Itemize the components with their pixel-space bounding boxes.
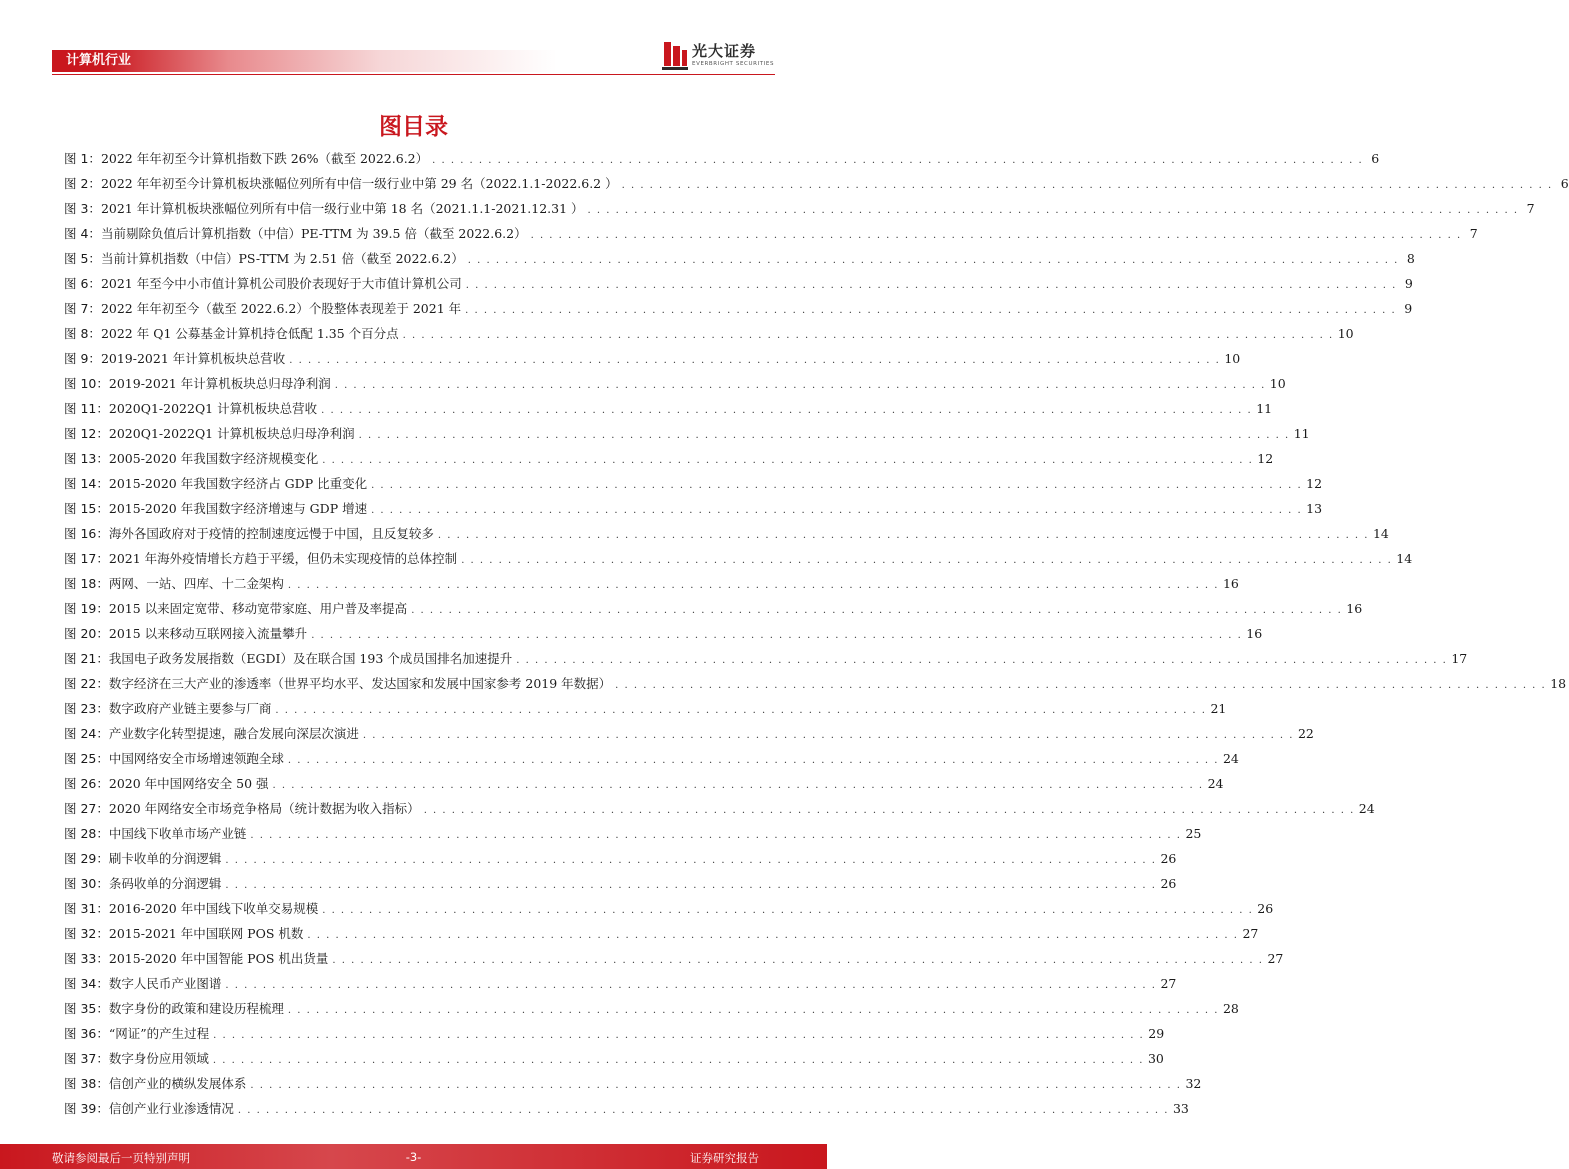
toc-entry-title: 数字人民币产业图谱 xyxy=(108,976,222,991)
toc-entry-title: 数字政府产业链主要参与厂商 xyxy=(108,701,272,716)
toc-leader-dots: . . . . . . . . . . . . . . . . . . . . . . . . . . . . . . . . . . . . . . . . . . . . . . . . . . . . . . . . . . . . . . . . . . . . . . . . . . . . . . . . . . . . . . . . . . . . . . . . . . . . xyxy=(250,830,1182,841)
toc-entry-page: 14 xyxy=(1396,551,1413,566)
toc-entry[interactable] xyxy=(64,799,1375,824)
toc-leader-dots: . . . . . . . . . . . . . . . . . . . . . . . . . . . . . . . . . . . . . . . . . . . . . . . . . . . . . . . . . . . . . . . . . . . . . . . . . . . . . . . . . . . . . . . . . . . . . . . . . . . . xyxy=(461,555,1393,566)
toc-leader-dots: . . . . . . . . . . . . . . . . . . . . . . . . . . . . . . . . . . . . . . . . . . . . . . . . . . . . . . . . . . . . . . . . . . . . . . . . . . . . . . . . . . . . . . . . . . . . . . . . . . . . xyxy=(287,755,1219,766)
toc-entry-label: 图 37： xyxy=(64,1051,109,1066)
toc-entry-page: 16 xyxy=(1346,601,1363,616)
toc-entry-page: 12 xyxy=(1257,451,1274,466)
brand-logo xyxy=(662,40,775,74)
toc-entry[interactable] xyxy=(64,699,1227,724)
toc-entry-label: 图 5： xyxy=(64,251,101,266)
toc-entry-page: 24 xyxy=(1358,801,1375,816)
toc-entry[interactable] xyxy=(64,574,1239,599)
toc-entry-page: 26 xyxy=(1160,876,1177,891)
toc-entry-page: 6 xyxy=(1371,151,1380,166)
toc-entry-title: 2020Q1-2022Q1 计算机板块总归母净利润 xyxy=(108,426,355,441)
toc-leader-dots: . . . . . . . . . . . . . . . . . . . . . . . . . . . . . . . . . . . . . . . . . . . . . . . . . . . . . . . . . . . . . . . . . . . . . . . . . . . . . . . . . . . . . . . . . . . . . . . . . . . . xyxy=(250,1080,1182,1091)
toc-entry-title: 2015-2021 年中国联网 POS 机数 xyxy=(108,926,304,941)
toc-entry-label: 图 16： xyxy=(64,526,109,541)
toc-entry-label: 图 25： xyxy=(64,751,109,766)
toc-leader-dots: . . . . . . . . . . . . . . . . . . . . . . . . . . . . . . . . . . . . . . . . . . . . . . . . . . . . . . . . . . . . . . . . . . . . . . . . . . . . . . . . . . . . . . . . . . . . . . . . . . . . xyxy=(275,705,1207,716)
toc-entry-label: 图 19： xyxy=(64,601,109,616)
toc-entry-title: 2022 年年初至今（截至 2022.6.2）个股整体表现差于 2021 年 xyxy=(100,301,462,316)
toc-entry-page: 26 xyxy=(1257,901,1274,916)
toc-entry-label: 图 1： xyxy=(64,151,101,166)
toc-entry-page: 9 xyxy=(1404,301,1413,316)
toc-entry-page: 9 xyxy=(1404,276,1413,291)
footer-report-type: 证券研究报告 xyxy=(690,1151,759,1165)
toc-leader-dots: . . . . . . . . . . . . . . . . . . . . . . . . . . . . . . . . . . . . . . . . . . . . . . . . . . . . . . . . . . . . . . . . . . . . . . . . . . . . . . . . . . . . . . . . . . . . . . . . . . . . xyxy=(615,680,1547,691)
toc-leader-dots: . . . . . . . . . . . . . . . . . . . . . . . . . . . . . . . . . . . . . . . . . . . . . . . . . . . . . . . . . . . . . . . . . . . . . . . . . . . . . . . . . . . . . . . . . . . . . . . . . . . . xyxy=(212,1055,1144,1066)
toc-entry-label: 图 20： xyxy=(64,626,109,641)
toc-entry-page: 17 xyxy=(1451,651,1468,666)
toc-entry[interactable] xyxy=(64,749,1239,774)
toc-entry[interactable] xyxy=(64,774,1224,799)
toc-entry-label: 图 39： xyxy=(64,1101,109,1116)
toc-entry-page: 21 xyxy=(1210,701,1227,716)
toc-leader-dots: . . . . . . . . . . . . . . . . . . . . . . . . . . . . . . . . . . . . . . . . . . . . . . . . . . . . . . . . . . . . . . . . . . . . . . . . . . . . . . . . . . . . . . . . . . . . . . . . . . . . xyxy=(371,480,1303,491)
toc-entry-page: 10 xyxy=(1224,351,1241,366)
toc-leader-dots: . . . . . . . . . . . . . . . . . . . . . . . . . . . . . . . . . . . . . . . . . . . . . . . . . . . . . . . . . . . . . . . . . . . . . . . . . . . . . . . . . . . . . . . . . . . . . . . . . . . . xyxy=(621,180,1553,191)
toc-entry[interactable] xyxy=(64,174,1569,199)
page-title: 图目录 xyxy=(379,114,448,140)
toc-leader-dots: . . . . . . . . . . . . . . . . . . . . . . . . . . . . . . . . . . . . . . . . . . . . . . . . . . . . . . . . . . . . . . . . . . . . . . . . . . . . . . . . . . . . . . . . . . . . . . . . . . . . xyxy=(213,1030,1145,1041)
toc-entry[interactable] xyxy=(64,999,1239,1024)
toc-leader-dots: . . . . . . . . . . . . . . . . . . . . . . . . . . . . . . . . . . . . . . . . . . . . . . . . . . . . . . . . . . . . . . . . . . . . . . . . . . . . . . . . . . . . . . . . . . . . . . . . . . . . xyxy=(272,780,1204,791)
toc-leader-dots: . . . . . . . . . . . . . . . . . . . . . . . . . . . . . . . . . . . . . . . . . . . . . . . . . . . . . . . . . . . . . . . . . . . . . . . . . . . . . . . . . . . . . . . . . . . . . . . . . . . . xyxy=(411,605,1343,616)
toc-entry-title: 2022 年年初至今计算机指数下跌 26%（截至 2022.6.2） xyxy=(100,151,429,166)
toc-entry-label: 图 31： xyxy=(64,901,109,916)
toc-entry-label: 图 14： xyxy=(64,476,109,491)
toc-entry-label: 图 2： xyxy=(64,176,101,191)
toc-entry-page: 27 xyxy=(1242,926,1259,941)
toc-entry[interactable] xyxy=(64,249,1415,274)
toc-leader-dots: . . . . . . . . . . . . . . . . . . . . . . . . . . . . . . . . . . . . . . . . . . . . . . . . . . . . . . . . . . . . . . . . . . . . . . . . . . . . . . . . . . . . . . . . . . . . . . . . . . . . xyxy=(358,430,1290,441)
toc-entry-page: 8 xyxy=(1406,251,1415,266)
toc-leader-dots: . . . . . . . . . . . . . . . . . . . . . . . . . . . . . . . . . . . . . . . . . . . . . . . . . . . . . . . . . . . . . . . . . . . . . . . . . . . . . . . . . . . . . . . . . . . . . . . . . . . . xyxy=(371,505,1303,516)
toc-entry[interactable] xyxy=(64,449,1274,474)
toc-entry-title: 2020 年中国网络安全 50 强 xyxy=(108,776,269,791)
toc-entry-title: 两网、一站、四库、十二金架构 xyxy=(108,576,284,591)
toc-entry[interactable] xyxy=(64,224,1478,249)
toc-entry-page: 18 xyxy=(1550,676,1567,691)
toc-entry-page: 6 xyxy=(1560,176,1569,191)
toc-leader-dots: . . . . . . . . . . . . . . . . . . . . . . . . . . . . . . . . . . . . . . . . . . . . . . . . . . . . . . . . . . . . . . . . . . . . . . . . . . . . . . . . . . . . . . . . . . . . . . . . . . . . xyxy=(465,305,1397,316)
toc-entry[interactable] xyxy=(64,299,1413,324)
toc-entry-label: 图 8： xyxy=(64,326,101,341)
toc-entry[interactable] xyxy=(64,1099,1189,1124)
toc-entry-page: 14 xyxy=(1372,526,1389,541)
toc-entry[interactable] xyxy=(64,399,1273,424)
toc-entry-title: 数字身份应用领域 xyxy=(108,1051,209,1066)
toc-entry-label: 图 36： xyxy=(64,1026,109,1041)
toc-leader-dots: . . . . . . . . . . . . . . . . . . . . . . . . . . . . . . . . . . . . . . . . . . . . . . . . . . . . . . . . . . . . . . . . . . . . . . . . . . . . . . . . . . . . . . . . . . . . . . . . . . . . xyxy=(225,980,1157,991)
toc-entry-page: 26 xyxy=(1160,851,1177,866)
toc-entry-page: 28 xyxy=(1222,1001,1239,1016)
toc-entry-page: 22 xyxy=(1297,726,1314,741)
toc-entry-label: 图 6： xyxy=(64,276,101,291)
toc-leader-dots: . . . . . . . . . . . . . . . . . . . . . . . . . . . . . . . . . . . . . . . . . . . . . . . . . . . . . . . . . . . . . . . . . . . . . . . . . . . . . . . . . . . . . . . . . . . . . . . . . . . . xyxy=(423,805,1355,816)
logo-english-name: EVERBRIGHT SECURITIES xyxy=(692,61,775,67)
toc-entry-title: 2016-2020 年中国线下收单交易规模 xyxy=(108,901,319,916)
toc-entry-label: 图 30： xyxy=(64,876,109,891)
toc-leader-dots: . . . . . . . . . . . . . . . . . . . . . . . . . . . . . . . . . . . . . . . . . . . . . . . . . . . . . . . . . . . . . . . . . . . . . . . . . . . . . . . . . . . . . . . . . . . . . . . . . . . . xyxy=(467,255,1399,266)
toc-entry-title: 2020 年网络安全市场竞争格局（统计数据为收入指标） xyxy=(108,801,420,816)
toc-entry-title: 2015 以来移动互联网接入流量攀升 xyxy=(108,626,308,641)
toc-entry-page: 24 xyxy=(1207,776,1224,791)
toc-entry[interactable] xyxy=(64,974,1177,999)
toc-entry-title: 2019-2021 年计算机板块总营收 xyxy=(100,351,286,366)
toc-entry-title: 2015-2020 年中国智能 POS 机出货量 xyxy=(108,951,329,966)
toc-leader-dots: . . . . . . . . . . . . . . . . . . . . . . . . . . . . . . . . . . . . . . . . . . . . . . . . . . . . . . . . . . . . . . . . . . . . . . . . . . . . . . . . . . . . . . . . . . . . . . . . . . . . xyxy=(432,155,1364,166)
toc-entry-title: 2021 年计算机板块涨幅位列所有中信一级行业中第 18 名（2021.1.1-2021.12.31 ） xyxy=(100,201,584,216)
toc-entry[interactable] xyxy=(64,549,1413,574)
toc-entry-title: 海外各国政府对于疫情的控制速度远慢于中国，且反复较多 xyxy=(108,526,434,541)
toc-entry-page: 10 xyxy=(1269,376,1286,391)
toc-entry-label: 图 24： xyxy=(64,726,109,741)
toc-entry-title: 2020Q1-2022Q1 计算机板块总营收 xyxy=(108,401,318,416)
toc-entry-title: 条码收单的分润逻辑 xyxy=(108,876,222,891)
toc-entry-page: 11 xyxy=(1293,426,1310,441)
toc-entry[interactable] xyxy=(64,1024,1165,1049)
toc-entry-label: 图 38： xyxy=(64,1076,109,1091)
toc-entry[interactable] xyxy=(64,274,1413,299)
toc-entry-page: 12 xyxy=(1306,476,1323,491)
toc-entry-title: 2021 年海外疫情增长方趋于平缓，但仍未实现疫情的总体控制 xyxy=(108,551,458,566)
toc-entry[interactable] xyxy=(64,674,1567,699)
logo-chinese-name: 光大证券 xyxy=(692,42,757,60)
toc-entry-page: 11 xyxy=(1256,401,1273,416)
toc-entry-title: 当前计算机指数（中信）PS-TTM 为 2.51 倍（截至 2022.6.2） xyxy=(100,251,464,266)
toc-entry-page: 7 xyxy=(1526,201,1535,216)
toc-leader-dots: . . . . . . . . . . . . . . . . . . . . . . . . . . . . . . . . . . . . . . . . . . . . . . . . . . . . . . . . . . . . . . . . . . . . . . . . . . . . . . . . . . . . . . . . . . . . . . . . . . . . xyxy=(225,855,1157,866)
toc-entry[interactable] xyxy=(64,649,1468,674)
toc-entry-label: 图 11： xyxy=(64,401,109,416)
toc-entry[interactable] xyxy=(64,499,1323,524)
toc-entry-title: 当前剔除负值后计算机指数（中信）PE-TTM 为 39.5 倍（截至 2022.6.2） xyxy=(100,226,527,241)
toc-entry-title: 2019-2021 年计算机板块总归母净利润 xyxy=(108,376,331,391)
toc-entry-label: 图 15： xyxy=(64,501,109,516)
toc-leader-dots: . . . . . . . . . . . . . . . . . . . . . . . . . . . . . . . . . . . . . . . . . . . . . . . . . . . . . . . . . . . . . . . . . . . . . . . . . . . . . . . . . . . . . . . . . . . . . . . . . . . . xyxy=(334,380,1266,391)
toc-entry[interactable] xyxy=(64,849,1177,874)
toc-entry-label: 图 26： xyxy=(64,776,109,791)
toc-entry-label: 图 3： xyxy=(64,201,101,216)
toc-leader-dots: . . . . . . . . . . . . . . . . . . . . . . . . . . . . . . . . . . . . . . . . . . . . . . . . . . . . . . . . . . . . . . . . . . . . . . . . . . . . . . . . . . . . . . . . . . . . . . . . . . . . xyxy=(362,730,1294,741)
toc-entry-page: 27 xyxy=(1267,951,1284,966)
toc-entry[interactable] xyxy=(64,824,1202,849)
toc-entry-page: 13 xyxy=(1306,501,1323,516)
toc-leader-dots: . . . . . . . . . . . . . . . . . . . . . . . . . . . . . . . . . . . . . . . . . . . . . . . . . . . . . . . . . . . . . . . . . . . . . . . . . . . . . . . . . . . . . . . . . . . . . . . . . . . . xyxy=(289,355,1221,366)
toc-entry-label: 图 13： xyxy=(64,451,109,466)
toc-entry[interactable] xyxy=(64,199,1535,224)
toc-entry-page: 7 xyxy=(1469,226,1478,241)
toc-entry-title: 中国网络安全市场增速领跑全球 xyxy=(108,751,284,766)
toc-entry-label: 图 10： xyxy=(64,376,109,391)
toc-entry-title: “网证”的产生过程 xyxy=(108,1026,210,1041)
toc-entry-label: 图 4： xyxy=(64,226,101,241)
toc-entry-label: 图 23： xyxy=(64,701,109,716)
toc-entry-title: 我国电子政务发展指数（EGDI）及在联合国 193 个成员国排名加速提升 xyxy=(108,651,513,666)
toc-entry-page: 32 xyxy=(1185,1076,1202,1091)
toc-entry-page: 27 xyxy=(1160,976,1177,991)
header-divider xyxy=(52,74,775,75)
toc-leader-dots: . . . . . . . . . . . . . . . . . . . . . . . . . . . . . . . . . . . . . . . . . . . . . . . . . . . . . . . . . . . . . . . . . . . . . . . . . . . . . . . . . . . . . . . . . . . . . . . . . . . . xyxy=(402,330,1334,341)
toc-leader-dots: . . . . . . . . . . . . . . . . . . . . . . . . . . . . . . . . . . . . . . . . . . . . . . . . . . . . . . . . . . . . . . . . . . . . . . . . . . . . . . . . . . . . . . . . . . . . . . . . . . . . xyxy=(321,405,1253,416)
toc-entry[interactable] xyxy=(64,424,1310,449)
toc-entry[interactable] xyxy=(64,949,1284,974)
toc-entry-page: 16 xyxy=(1246,626,1263,641)
toc-entry-label: 图 27： xyxy=(64,801,109,816)
toc-entry-title: 产业数字化转型提速，融合发展向深层次演进 xyxy=(108,726,359,741)
toc-entry-label: 图 17： xyxy=(64,551,109,566)
toc-entry-label: 图 29： xyxy=(64,851,109,866)
toc-entry-title: 数字身份的政策和建设历程梳理 xyxy=(108,1001,284,1016)
toc-leader-dots: . . . . . . . . . . . . . . . . . . . . . . . . . . . . . . . . . . . . . . . . . . . . . . . . . . . . . . . . . . . . . . . . . . . . . . . . . . . . . . . . . . . . . . . . . . . . . . . . . . . . xyxy=(465,280,1397,291)
toc-leader-dots: . . . . . . . . . . . . . . . . . . . . . . . . . . . . . . . . . . . . . . . . . . . . . . . . . . . . . . . . . . . . . . . . . . . . . . . . . . . . . . . . . . . . . . . . . . . . . . . . . . . . xyxy=(437,530,1369,541)
toc-entry[interactable] xyxy=(64,899,1274,924)
toc-entry-title: 2015-2020 年我国数字经济占 GDP 比重变化 xyxy=(108,476,368,491)
toc-entry-title: 2021 年至今中小市值计算机公司股价表现好于大市值计算机公司 xyxy=(100,276,462,291)
toc-entry[interactable] xyxy=(64,1074,1202,1099)
toc-leader-dots: . . . . . . . . . . . . . . . . . . . . . . . . . . . . . . . . . . . . . . . . . . . . . . . . . . . . . . . . . . . . . . . . . . . . . . . . . . . . . . . . . . . . . . . . . . . . . . . . . . . . xyxy=(587,205,1519,216)
toc-entry-label: 图 28： xyxy=(64,826,109,841)
toc-entry-label: 图 21： xyxy=(64,651,109,666)
toc-leader-dots: . . . . . . . . . . . . . . . . . . . . . . . . . . . . . . . . . . . . . . . . . . . . . . . . . . . . . . . . . . . . . . . . . . . . . . . . . . . . . . . . . . . . . . . . . . . . . . . . . . . . xyxy=(307,930,1239,941)
toc-entry-page: 24 xyxy=(1222,751,1239,766)
toc-entry-title: 2022 年 Q1 公募基金计算机持仓低配 1.35 个百分点 xyxy=(100,326,399,341)
footer-disclaimer: 敬请参阅最后一页特别声明 xyxy=(52,1151,190,1165)
toc-entry-page: 33 xyxy=(1172,1101,1189,1116)
toc-entry[interactable] xyxy=(64,924,1259,949)
toc-entry[interactable] xyxy=(64,874,1177,899)
toc-entry-title: 2015 以来固定宽带、移动宽带家庭、用户普及率提高 xyxy=(108,601,408,616)
toc-entry-title: 数字经济在三大产业的渗透率（世界平均水平、发达国家和发展中国家参考 2019 年数据） xyxy=(108,676,612,691)
toc-entry-title: 2005-2020 年我国数字经济规模变化 xyxy=(108,451,319,466)
toc-entry[interactable] xyxy=(64,724,1314,749)
toc-entry-label: 图 33： xyxy=(64,951,109,966)
toc-entry[interactable] xyxy=(64,349,1241,374)
toc-entry[interactable] xyxy=(64,524,1389,549)
toc-entry-page: 30 xyxy=(1147,1051,1164,1066)
toc-entry[interactable] xyxy=(64,149,1380,174)
toc-entry-label: 图 34： xyxy=(64,976,109,991)
toc-entry-label: 图 22： xyxy=(64,676,109,691)
toc-entry-title: 信创产业的横纵发展体系 xyxy=(108,1076,247,1091)
toc-entry-label: 图 9： xyxy=(64,351,101,366)
toc-leader-dots: . . . . . . . . . . . . . . . . . . . . . . . . . . . . . . . . . . . . . . . . . . . . . . . . . . . . . . . . . . . . . . . . . . . . . . . . . . . . . . . . . . . . . . . . . . . . . . . . . . . . xyxy=(322,905,1254,916)
toc-entry[interactable] xyxy=(64,624,1263,649)
toc-entry[interactable] xyxy=(64,474,1323,499)
toc-entry-title: 刷卡收单的分润逻辑 xyxy=(108,851,222,866)
toc-leader-dots: . . . . . . . . . . . . . . . . . . . . . . . . . . . . . . . . . . . . . . . . . . . . . . . . . . . . . . . . . . . . . . . . . . . . . . . . . . . . . . . . . . . . . . . . . . . . . . . . . . . . xyxy=(311,630,1243,641)
section-title: 计算机行业 xyxy=(66,53,132,68)
toc-leader-dots: . . . . . . . . . . . . . . . . . . . . . . . . . . . . . . . . . . . . . . . . . . . . . . . . . . . . . . . . . . . . . . . . . . . . . . . . . . . . . . . . . . . . . . . . . . . . . . . . . . . . xyxy=(530,230,1462,241)
toc-entry[interactable] xyxy=(64,1049,1164,1074)
toc-leader-dots: . . . . . . . . . . . . . . . . . . . . . . . . . . . . . . . . . . . . . . . . . . . . . . . . . . . . . . . . . . . . . . . . . . . . . . . . . . . . . . . . . . . . . . . . . . . . . . . . . . . . xyxy=(237,1105,1169,1116)
toc-entry-label: 图 35： xyxy=(64,1001,109,1016)
toc-leader-dots: . . . . . . . . . . . . . . . . . . . . . . . . . . . . . . . . . . . . . . . . . . . . . . . . . . . . . . . . . . . . . . . . . . . . . . . . . . . . . . . . . . . . . . . . . . . . . . . . . . . . xyxy=(332,955,1264,966)
toc-entry-page: 29 xyxy=(1148,1026,1165,1041)
toc-entry[interactable] xyxy=(64,374,1286,399)
toc-entry-title: 2015-2020 年我国数字经济增速与 GDP 增速 xyxy=(108,501,368,516)
toc-entry-title: 中国线下收单市场产业链 xyxy=(108,826,247,841)
toc-entry-label: 图 32： xyxy=(64,926,109,941)
toc-leader-dots: . . . . . . . . . . . . . . . . . . . . . . . . . . . . . . . . . . . . . . . . . . . . . . . . . . . . . . . . . . . . . . . . . . . . . . . . . . . . . . . . . . . . . . . . . . . . . . . . . . . . xyxy=(287,580,1219,591)
everbright-logo-icon xyxy=(662,42,688,70)
toc-leader-dots: . . . . . . . . . . . . . . . . . . . . . . . . . . . . . . . . . . . . . . . . . . . . . . . . . . . . . . . . . . . . . . . . . . . . . . . . . . . . . . . . . . . . . . . . . . . . . . . . . . . . xyxy=(225,880,1157,891)
page-number: -3- xyxy=(405,1150,422,1164)
toc-entry-label: 图 12： xyxy=(64,426,109,441)
toc-entry-page: 25 xyxy=(1185,826,1202,841)
toc-entry-page: 10 xyxy=(1337,326,1354,341)
toc-entry-title: 信创产业行业渗透情况 xyxy=(108,1101,234,1116)
toc-entry-page: 16 xyxy=(1222,576,1239,591)
figure-list xyxy=(64,149,1569,1124)
toc-entry[interactable] xyxy=(64,599,1363,624)
toc-leader-dots: . . . . . . . . . . . . . . . . . . . . . . . . . . . . . . . . . . . . . . . . . . . . . . . . . . . . . . . . . . . . . . . . . . . . . . . . . . . . . . . . . . . . . . . . . . . . . . . . . . . . xyxy=(322,455,1254,466)
toc-entry-label: 图 18： xyxy=(64,576,109,591)
toc-entry[interactable] xyxy=(64,324,1354,349)
toc-entry-title: 2022 年年初至今计算机板块涨幅位列所有中信一级行业中第 29 名（2022.1.1-2022.6.2 ） xyxy=(100,176,618,191)
toc-entry-label: 图 7： xyxy=(64,301,101,316)
toc-leader-dots: . . . . . . . . . . . . . . . . . . . . . . . . . . . . . . . . . . . . . . . . . . . . . . . . . . . . . . . . . . . . . . . . . . . . . . . . . . . . . . . . . . . . . . . . . . . . . . . . . . . . xyxy=(287,1005,1219,1016)
toc-leader-dots: . . . . . . . . . . . . . . . . . . . . . . . . . . . . . . . . . . . . . . . . . . . . . . . . . . . . . . . . . . . . . . . . . . . . . . . . . . . . . . . . . . . . . . . . . . . . . . . . . . . . xyxy=(516,655,1448,666)
